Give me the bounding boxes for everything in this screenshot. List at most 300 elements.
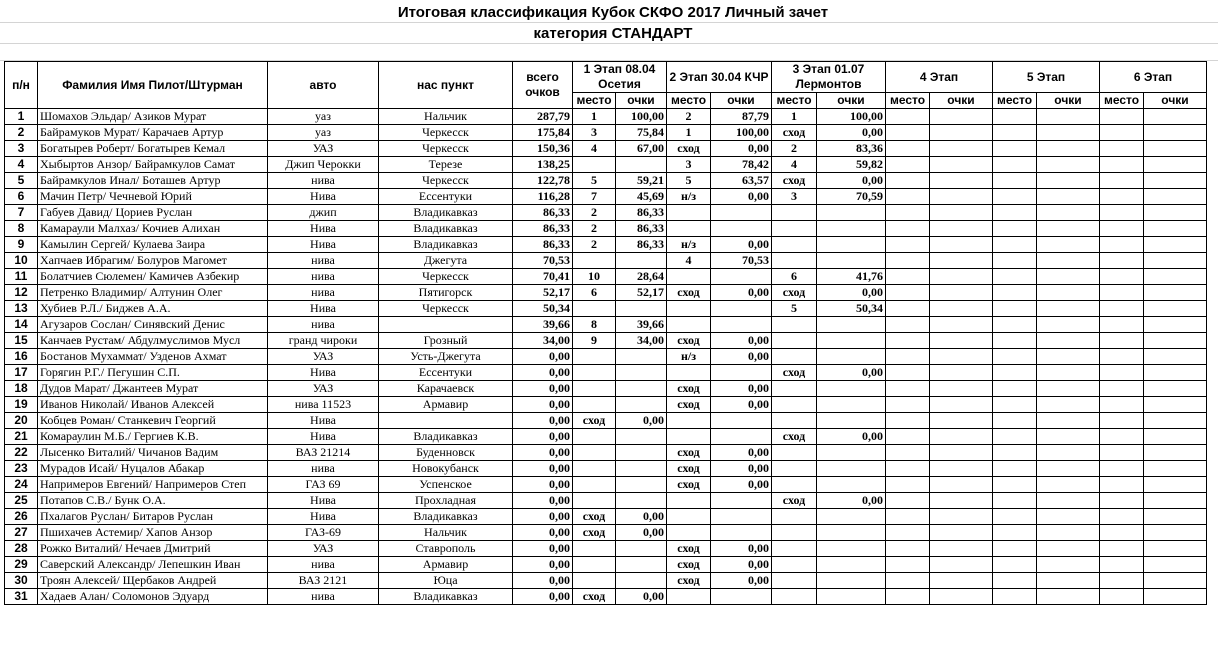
- stage1-place-cell: 2: [573, 221, 616, 237]
- participant-name: Пхалагов Руслан/ Битаров Руслан: [38, 509, 268, 525]
- city-cell: Владикавказ: [379, 221, 513, 237]
- row-number: 28: [5, 541, 38, 557]
- stage6-place-cell: [1100, 445, 1144, 461]
- stage3-place-cell: [772, 205, 817, 221]
- stage3-place-cell: 5: [772, 301, 817, 317]
- stage2-points-cell: [711, 589, 772, 605]
- stage4-points-cell: [930, 381, 993, 397]
- stage3-place-cell: 6: [772, 269, 817, 285]
- participant-name: Болатчиев Сюлемен/ Камичев Азбекир: [38, 269, 268, 285]
- total-points-cell: 39,66: [513, 317, 573, 333]
- stage1-place-cell: [573, 445, 616, 461]
- city-cell: Ессентуки: [379, 189, 513, 205]
- stage1-place-cell: [573, 397, 616, 413]
- stage5-place-cell: [993, 413, 1037, 429]
- table-row: [5, 461, 1207, 477]
- stage6-points-cell: [1144, 189, 1207, 205]
- stage2-points-cell: 0,00: [711, 397, 772, 413]
- row-number: 24: [5, 477, 38, 493]
- stage2-place-cell: сход: [667, 381, 711, 397]
- stage2-points-cell: 0,00: [711, 237, 772, 253]
- stage6-place-cell: [1100, 237, 1144, 253]
- stage5-points-cell: [1037, 493, 1100, 509]
- total-points-cell: 0,00: [513, 525, 573, 541]
- total-points-cell: 0,00: [513, 509, 573, 525]
- stage1-place-cell: [573, 493, 616, 509]
- stage5-points-cell: [1037, 429, 1100, 445]
- stage6-points-cell: [1144, 157, 1207, 173]
- stage1-place-cell: [573, 157, 616, 173]
- col-header-stage6: 6 Этап: [1100, 62, 1207, 93]
- row-number: 2: [5, 125, 38, 141]
- stage3-points-cell: [817, 525, 886, 541]
- stage4-points-cell: [930, 445, 993, 461]
- stage2-points-cell: 0,00: [711, 349, 772, 365]
- stage5-place-cell: [993, 189, 1037, 205]
- stage4-points-cell: [930, 477, 993, 493]
- stage1-place-cell: [573, 461, 616, 477]
- stage4-place-cell: [886, 317, 930, 333]
- total-points-cell: 0,00: [513, 445, 573, 461]
- stage1-place-cell: 8: [573, 317, 616, 333]
- stage2-points-cell: [711, 429, 772, 445]
- stage4-points-cell: [930, 125, 993, 141]
- col-header-stage4: 4 Этап: [886, 62, 993, 93]
- stage2-place-cell: [667, 429, 711, 445]
- row-number: 29: [5, 557, 38, 573]
- stage6-place-cell: [1100, 509, 1144, 525]
- stage2-points-cell: [711, 365, 772, 381]
- stage6-place-cell: [1100, 253, 1144, 269]
- stage3-points-cell: 0,00: [817, 429, 886, 445]
- stage4-points-cell: [930, 349, 993, 365]
- participant-name: Камылин Сергей/ Кулаева Заира: [38, 237, 268, 253]
- stage4-points-cell: [930, 269, 993, 285]
- stage6-points-cell: [1144, 333, 1207, 349]
- stage1-points-cell: [616, 157, 667, 173]
- participant-name: Мурадов Исай/ Нуцалов Абакар: [38, 461, 268, 477]
- total-points-cell: 150,36: [513, 141, 573, 157]
- table-row: [5, 557, 1207, 573]
- stage1-points-cell: [616, 301, 667, 317]
- row-number: 19: [5, 397, 38, 413]
- city-cell: Прохладная: [379, 493, 513, 509]
- total-points-cell: 175,84: [513, 125, 573, 141]
- stage4-place-cell: [886, 349, 930, 365]
- total-points-cell: 0,00: [513, 365, 573, 381]
- row-number: 10: [5, 253, 38, 269]
- stage2-place-cell: 1: [667, 125, 711, 141]
- stage3-points-cell: 100,00: [817, 109, 886, 125]
- stage6-points-cell: [1144, 413, 1207, 429]
- stage6-points-cell: [1144, 589, 1207, 605]
- car-cell: джип: [268, 205, 379, 221]
- stage3-place-cell: [772, 253, 817, 269]
- car-cell: гранд чироки: [268, 333, 379, 349]
- participant-name: Саверский Александр/ Лепешкин Иван: [38, 557, 268, 573]
- stage1-points-cell: 67,00: [616, 141, 667, 157]
- stage5-place-cell: [993, 333, 1037, 349]
- stage2-place-cell: [667, 221, 711, 237]
- stage2-place-cell: 5: [667, 173, 711, 189]
- stage3-place-cell: [772, 237, 817, 253]
- table-row: [5, 301, 1207, 317]
- col-header-points: очки: [1144, 93, 1207, 109]
- stage5-place-cell: [993, 509, 1037, 525]
- stage2-place-cell: н/з: [667, 237, 711, 253]
- stage3-points-cell: [817, 477, 886, 493]
- city-cell: Черкесск: [379, 125, 513, 141]
- participant-name: Габуев Давид/ Цориев Руслан: [38, 205, 268, 221]
- stage3-place-cell: [772, 381, 817, 397]
- report-subtitle: категория СТАНДАРТ: [533, 25, 693, 42]
- stage4-place-cell: [886, 493, 930, 509]
- stage6-points-cell: [1144, 125, 1207, 141]
- stage6-points-cell: [1144, 429, 1207, 445]
- stage5-place-cell: [993, 125, 1037, 141]
- stage1-place-cell: сход: [573, 509, 616, 525]
- row-number: 12: [5, 285, 38, 301]
- city-cell: Карачаевск: [379, 381, 513, 397]
- stage5-place-cell: [993, 461, 1037, 477]
- total-points-cell: 0,00: [513, 461, 573, 477]
- stage5-place-cell: [993, 573, 1037, 589]
- stage4-points-cell: [930, 573, 993, 589]
- stage5-points-cell: [1037, 301, 1100, 317]
- stage1-place-cell: [573, 557, 616, 573]
- city-cell: Нальчик: [379, 109, 513, 125]
- city-cell: Владикавказ: [379, 429, 513, 445]
- stage4-place-cell: [886, 445, 930, 461]
- total-points-cell: 122,78: [513, 173, 573, 189]
- total-points-cell: 116,28: [513, 189, 573, 205]
- car-cell: ВАЗ 2121: [268, 573, 379, 589]
- stage3-place-cell: [772, 557, 817, 573]
- stage3-points-cell: [817, 381, 886, 397]
- stage1-points-cell: 0,00: [616, 525, 667, 541]
- stage4-place-cell: [886, 429, 930, 445]
- stage4-points-cell: [930, 189, 993, 205]
- stage3-points-cell: 0,00: [817, 285, 886, 301]
- stage1-place-cell: 10: [573, 269, 616, 285]
- participant-name: Богатырев Роберт/ Богатырев Кемал: [38, 141, 268, 157]
- stage1-place-cell: [573, 349, 616, 365]
- stage3-place-cell: сход: [772, 173, 817, 189]
- table-row: [5, 109, 1207, 125]
- col-header-place: место: [993, 93, 1037, 109]
- stage4-place-cell: [886, 205, 930, 221]
- stage2-points-cell: 63,57: [711, 173, 772, 189]
- row-number: 9: [5, 237, 38, 253]
- stage4-points-cell: [930, 221, 993, 237]
- total-points-cell: 52,17: [513, 285, 573, 301]
- stage5-points-cell: [1037, 189, 1100, 205]
- total-points-cell: 0,00: [513, 477, 573, 493]
- total-points-cell: 70,41: [513, 269, 573, 285]
- stage1-points-cell: 45,69: [616, 189, 667, 205]
- total-points-cell: 0,00: [513, 493, 573, 509]
- row-number: 25: [5, 493, 38, 509]
- row-number: 6: [5, 189, 38, 205]
- city-cell: Терезе: [379, 157, 513, 173]
- stage5-place-cell: [993, 301, 1037, 317]
- stage3-place-cell: [772, 477, 817, 493]
- stage1-points-cell: 0,00: [616, 589, 667, 605]
- city-cell: Буденновск: [379, 445, 513, 461]
- table-row: [5, 349, 1207, 365]
- stage6-points-cell: [1144, 365, 1207, 381]
- city-cell: Владикавказ: [379, 509, 513, 525]
- stage1-points-cell: 75,84: [616, 125, 667, 141]
- stage2-points-cell: [711, 509, 772, 525]
- stage5-place-cell: [993, 365, 1037, 381]
- row-number: 1: [5, 109, 38, 125]
- stage3-place-cell: сход: [772, 365, 817, 381]
- table-row: [5, 253, 1207, 269]
- total-points-cell: 0,00: [513, 557, 573, 573]
- stage2-points-cell: 0,00: [711, 141, 772, 157]
- participant-name: Хубиев Р.Л./ Биджев А.А.: [38, 301, 268, 317]
- stage3-place-cell: сход: [772, 125, 817, 141]
- stage5-points-cell: [1037, 141, 1100, 157]
- col-header-stage1: 1 Этап 08.04 Осетия: [573, 62, 667, 93]
- stage2-points-cell: [711, 317, 772, 333]
- stage4-place-cell: [886, 189, 930, 205]
- col-header-points: очки: [616, 93, 667, 109]
- stage2-place-cell: сход: [667, 541, 711, 557]
- participant-name: Горягин Р.Г./ Пегушин С.П.: [38, 365, 268, 381]
- stage6-place-cell: [1100, 541, 1144, 557]
- col-header-points: очки: [711, 93, 772, 109]
- car-cell: нива: [268, 317, 379, 333]
- participant-name: Байрамкулов Инал/ Боташев Артур: [38, 173, 268, 189]
- stage1-place-cell: 6: [573, 285, 616, 301]
- stage6-points-cell: [1144, 221, 1207, 237]
- total-points-cell: 86,33: [513, 205, 573, 221]
- table-row: [5, 141, 1207, 157]
- participant-name: Хыбыртов Анзор/ Байрамкулов Самат: [38, 157, 268, 173]
- stage6-place-cell: [1100, 413, 1144, 429]
- row-number: 5: [5, 173, 38, 189]
- table-row: [5, 445, 1207, 461]
- stage5-place-cell: [993, 141, 1037, 157]
- stage1-points-cell: 86,33: [616, 221, 667, 237]
- stage5-points-cell: [1037, 253, 1100, 269]
- stage2-points-cell: 87,79: [711, 109, 772, 125]
- stage6-points-cell: [1144, 557, 1207, 573]
- total-points-cell: 0,00: [513, 429, 573, 445]
- car-cell: нива 11523: [268, 397, 379, 413]
- stage2-place-cell: [667, 509, 711, 525]
- stage5-place-cell: [993, 541, 1037, 557]
- table-row: [5, 205, 1207, 221]
- stage1-points-cell: [616, 349, 667, 365]
- stage2-points-cell: [711, 413, 772, 429]
- stage1-place-cell: [573, 541, 616, 557]
- total-points-cell: 70,53: [513, 253, 573, 269]
- col-header-place: место: [772, 93, 817, 109]
- city-cell: Армавир: [379, 557, 513, 573]
- stage4-place-cell: [886, 125, 930, 141]
- stage2-points-cell: 0,00: [711, 333, 772, 349]
- stage3-place-cell: 1: [772, 109, 817, 125]
- stage6-place-cell: [1100, 573, 1144, 589]
- stage6-place-cell: [1100, 333, 1144, 349]
- row-number: 30: [5, 573, 38, 589]
- stage6-points-cell: [1144, 285, 1207, 301]
- stage4-points-cell: [930, 429, 993, 445]
- table-row: [5, 477, 1207, 493]
- stage3-points-cell: [817, 317, 886, 333]
- stage3-points-cell: 70,59: [817, 189, 886, 205]
- stage4-place-cell: [886, 573, 930, 589]
- stage2-points-cell: [711, 525, 772, 541]
- stage4-points-cell: [930, 525, 993, 541]
- stage3-points-cell: 0,00: [817, 173, 886, 189]
- stage4-place-cell: [886, 141, 930, 157]
- stage4-place-cell: [886, 365, 930, 381]
- stage2-points-cell: 0,00: [711, 557, 772, 573]
- stage4-place-cell: [886, 413, 930, 429]
- total-points-cell: 0,00: [513, 589, 573, 605]
- participant-name: Мачин Петр/ Чечневой Юрий: [38, 189, 268, 205]
- stage5-points-cell: [1037, 125, 1100, 141]
- stage5-points-cell: [1037, 269, 1100, 285]
- stage3-place-cell: сход: [772, 493, 817, 509]
- city-cell: Успенское: [379, 477, 513, 493]
- stage6-place-cell: [1100, 157, 1144, 173]
- stage1-points-cell: 0,00: [616, 413, 667, 429]
- table-row: [5, 381, 1207, 397]
- stage5-points-cell: [1037, 509, 1100, 525]
- stage4-points-cell: [930, 397, 993, 413]
- stage2-place-cell: н/з: [667, 189, 711, 205]
- row-number: 22: [5, 445, 38, 461]
- stage2-place-cell: сход: [667, 573, 711, 589]
- stage5-points-cell: [1037, 413, 1100, 429]
- stage5-place-cell: [993, 253, 1037, 269]
- car-cell: Джип Черокки: [268, 157, 379, 173]
- stage3-points-cell: 0,00: [817, 365, 886, 381]
- stage4-place-cell: [886, 541, 930, 557]
- col-header-stage3: 3 Этап 01.07 Лермонтов: [772, 62, 886, 93]
- stage3-place-cell: [772, 349, 817, 365]
- stage5-place-cell: [993, 429, 1037, 445]
- col-header-points: очки: [1037, 93, 1100, 109]
- total-points-cell: 0,00: [513, 541, 573, 557]
- stage6-points-cell: [1144, 205, 1207, 221]
- stage6-place-cell: [1100, 141, 1144, 157]
- col-header-name: Фамилия Имя Пилот/Штурман: [38, 62, 268, 109]
- table-row: [5, 365, 1207, 381]
- car-cell: ВАЗ 21214: [268, 445, 379, 461]
- city-cell: [379, 413, 513, 429]
- stage6-place-cell: [1100, 589, 1144, 605]
- stage5-points-cell: [1037, 221, 1100, 237]
- car-cell: Нива: [268, 413, 379, 429]
- row-number: 27: [5, 525, 38, 541]
- stage2-points-cell: 0,00: [711, 285, 772, 301]
- row-number: 18: [5, 381, 38, 397]
- stage2-place-cell: [667, 589, 711, 605]
- stage4-points-cell: [930, 173, 993, 189]
- stage5-place-cell: [993, 477, 1037, 493]
- participant-name: Канчаев Рустам/ Абдулмуслимов Мусл: [38, 333, 268, 349]
- stage3-points-cell: [817, 333, 886, 349]
- table-row: [5, 157, 1207, 173]
- stage6-points-cell: [1144, 269, 1207, 285]
- stage1-place-cell: 2: [573, 237, 616, 253]
- stage2-place-cell: сход: [667, 445, 711, 461]
- table-row: [5, 125, 1207, 141]
- stage3-points-cell: [817, 349, 886, 365]
- participant-name: Дудов Марат/ Джантеев Мурат: [38, 381, 268, 397]
- stage5-points-cell: [1037, 333, 1100, 349]
- stage1-place-cell: сход: [573, 413, 616, 429]
- stage3-place-cell: 2: [772, 141, 817, 157]
- car-cell: УАЗ: [268, 541, 379, 557]
- stage6-place-cell: [1100, 461, 1144, 477]
- row-number: 8: [5, 221, 38, 237]
- stage1-points-cell: [616, 461, 667, 477]
- stage4-points-cell: [930, 301, 993, 317]
- stage5-place-cell: [993, 157, 1037, 173]
- row-number: 16: [5, 349, 38, 365]
- table-row: [5, 397, 1207, 413]
- car-cell: Нива: [268, 189, 379, 205]
- stage3-points-cell: [817, 221, 886, 237]
- stage6-points-cell: [1144, 109, 1207, 125]
- table-row: [5, 589, 1207, 605]
- participant-name: Троян Алексей/ Щербаков Андрей: [38, 573, 268, 589]
- stage2-points-cell: [711, 221, 772, 237]
- table-row: [5, 285, 1207, 301]
- car-cell: нива: [268, 269, 379, 285]
- city-cell: Черкесск: [379, 173, 513, 189]
- stage4-place-cell: [886, 285, 930, 301]
- stage2-points-cell: 100,00: [711, 125, 772, 141]
- stage6-place-cell: [1100, 221, 1144, 237]
- car-cell: нива: [268, 589, 379, 605]
- car-cell: Нива: [268, 237, 379, 253]
- row-number: 7: [5, 205, 38, 221]
- stage2-place-cell: сход: [667, 461, 711, 477]
- row-number: 4: [5, 157, 38, 173]
- participant-name: Иванов Николай/ Иванов Алексей: [38, 397, 268, 413]
- total-points-cell: 0,00: [513, 381, 573, 397]
- stage4-place-cell: [886, 333, 930, 349]
- stage4-place-cell: [886, 477, 930, 493]
- stage2-points-cell: 0,00: [711, 189, 772, 205]
- stage1-points-cell: 86,33: [616, 205, 667, 221]
- stage4-points-cell: [930, 461, 993, 477]
- car-cell: Нива: [268, 301, 379, 317]
- stage2-place-cell: [667, 525, 711, 541]
- stage3-place-cell: [772, 589, 817, 605]
- stage5-place-cell: [993, 109, 1037, 125]
- total-points-cell: 86,33: [513, 221, 573, 237]
- stage3-place-cell: 3: [772, 189, 817, 205]
- row-number: 17: [5, 365, 38, 381]
- stage6-points-cell: [1144, 397, 1207, 413]
- car-cell: УАЗ: [268, 141, 379, 157]
- stage2-place-cell: [667, 205, 711, 221]
- participant-name: Бостанов Мухаммат/ Узденов Ахмат: [38, 349, 268, 365]
- stage3-place-cell: [772, 509, 817, 525]
- stage6-place-cell: [1100, 557, 1144, 573]
- stage6-points-cell: [1144, 493, 1207, 509]
- stage4-place-cell: [886, 173, 930, 189]
